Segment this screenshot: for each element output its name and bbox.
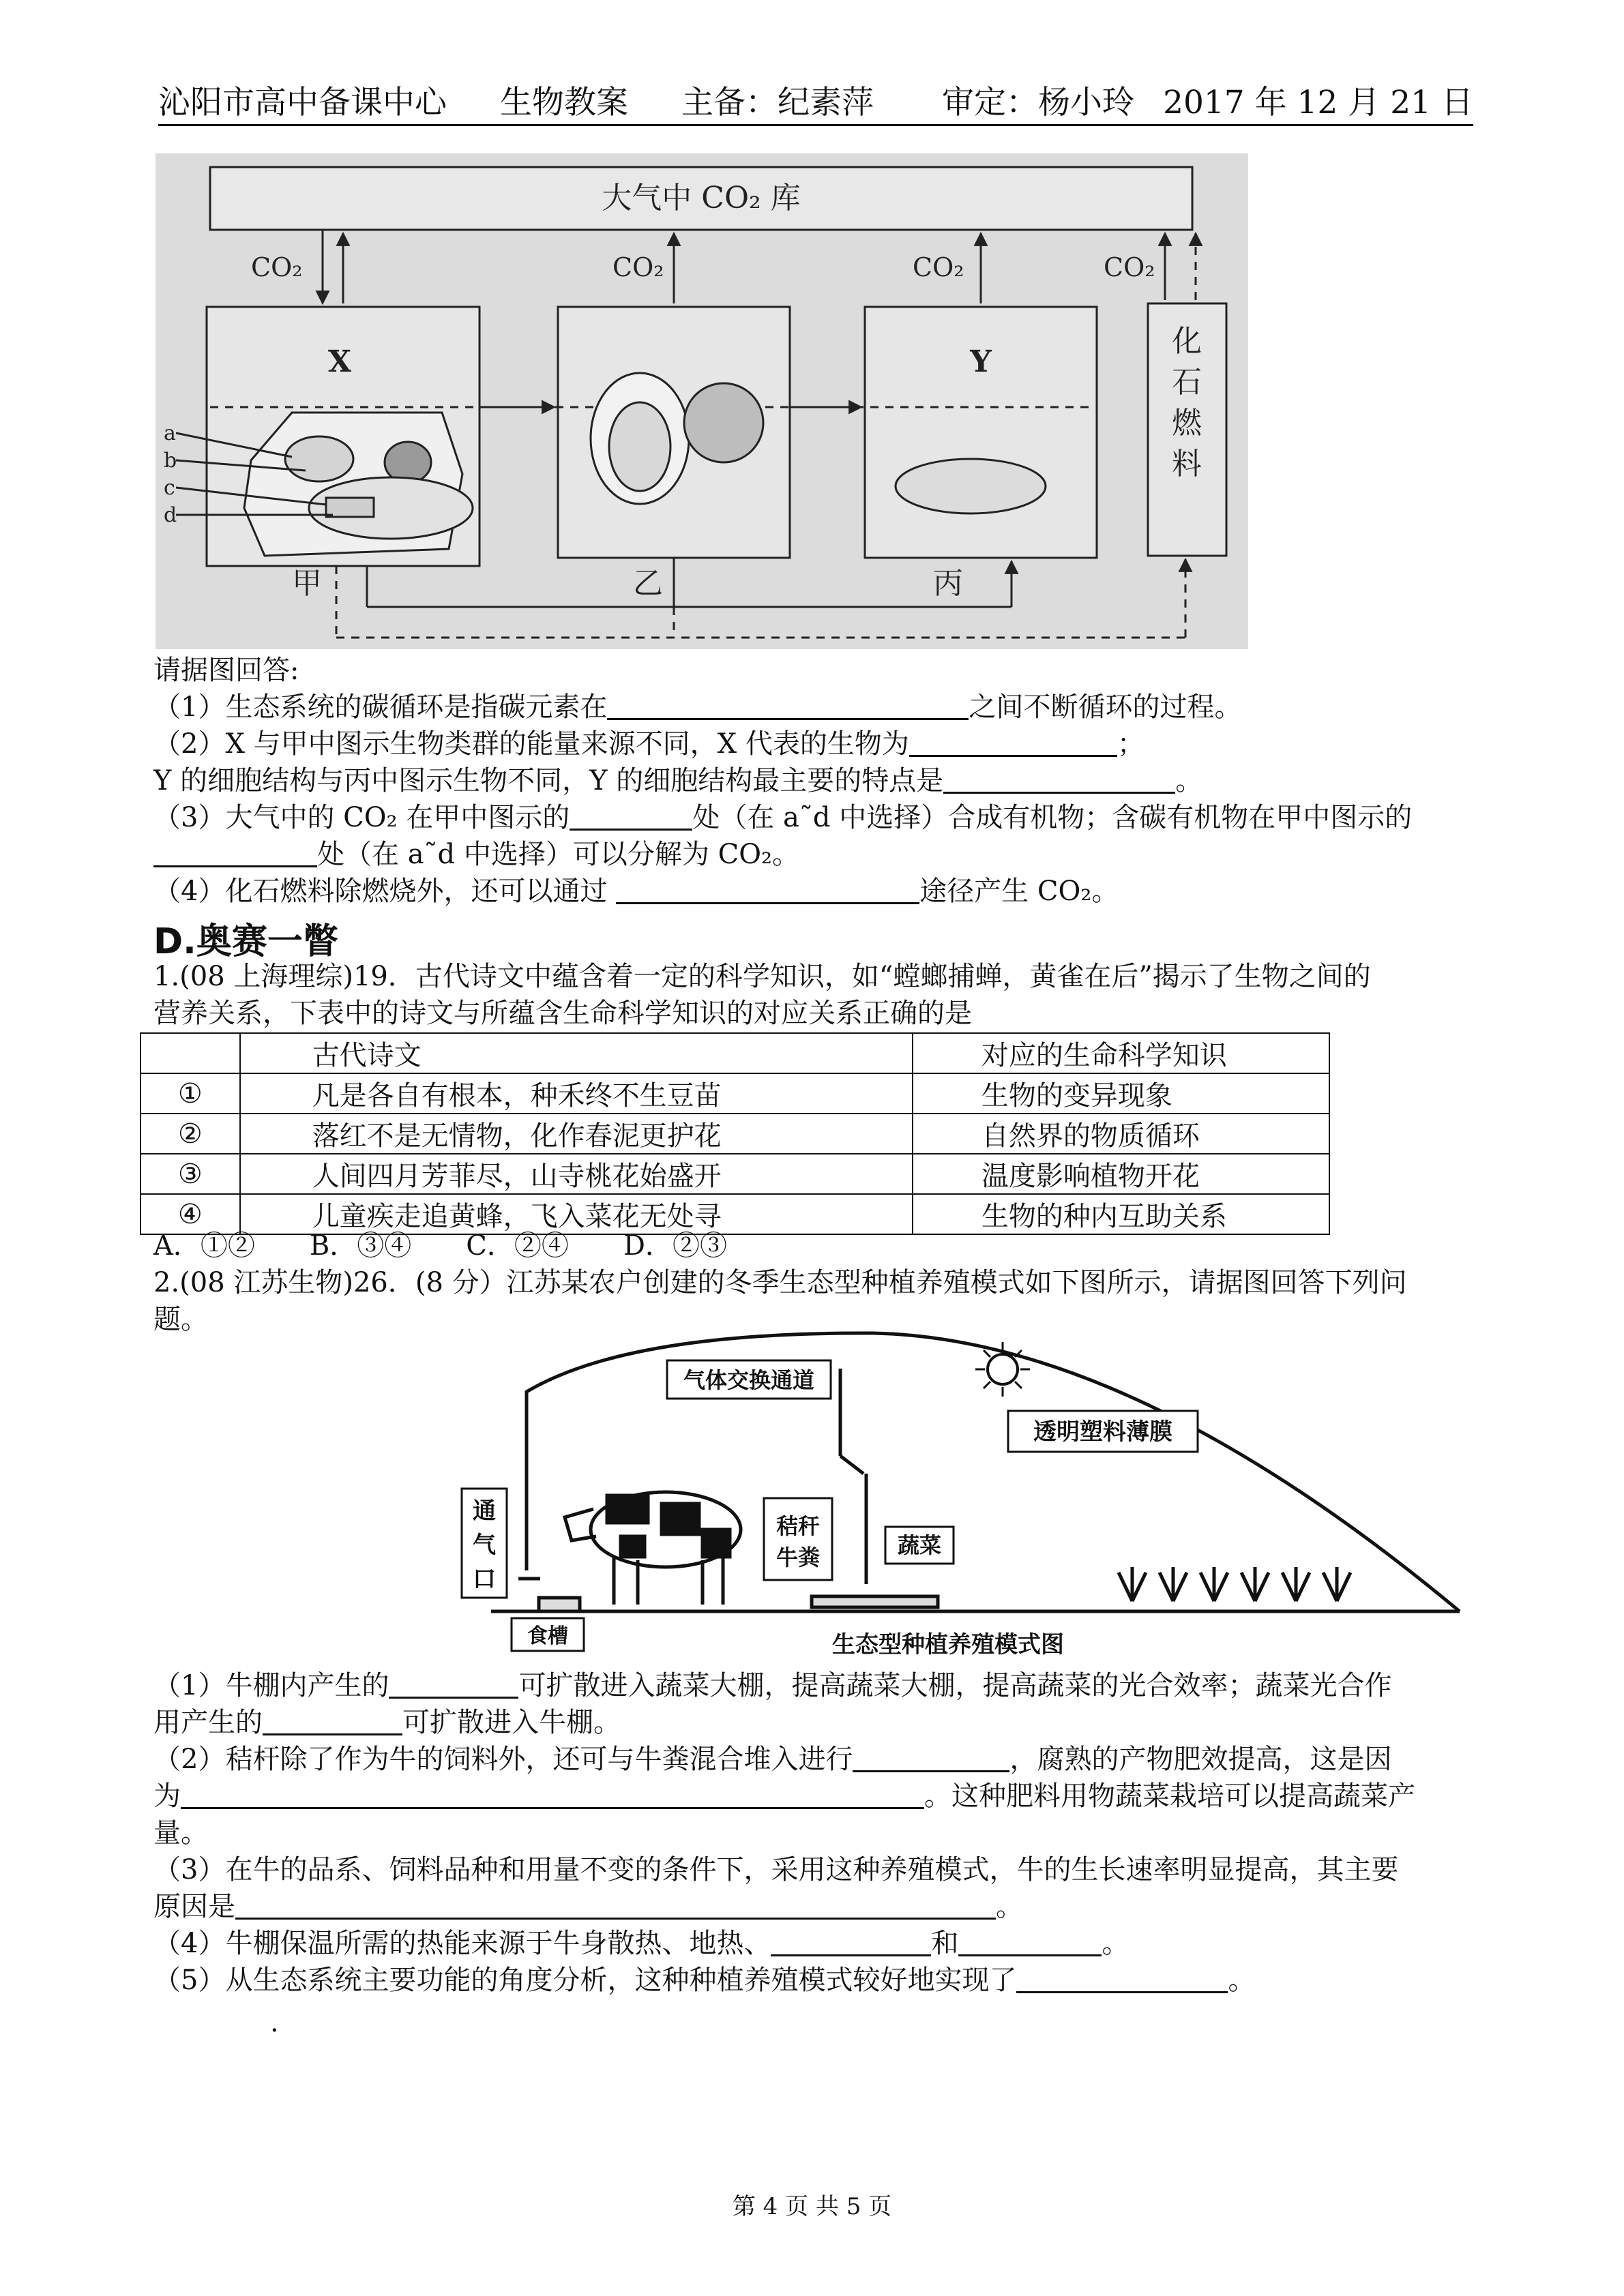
greenhouse-diagram [450,1325,1499,1663]
bing-label: 丙 [933,566,963,601]
row-number: ② [141,1114,240,1154]
carbon-cycle-figure [156,153,1248,649]
x-label: X [327,344,352,379]
jia-label: 甲 [292,566,322,601]
table-header: 古代诗文 [240,1033,913,1073]
answer-blank[interactable] [263,1706,402,1735]
organelle-label-d: d [164,503,177,527]
b2a: （2）秸杆除了作为牛的饲料外，还可与牛粪混合堆入进行 ，腐熟的产物肥效提高，这是因 [153,1744,1392,1775]
answer-blank[interactable] [1016,1964,1228,1993]
b2c: 量。 [153,1817,208,1849]
problem2-questions [153,1667,1477,1999]
q3b: 处（在 a˜d 中选择）可以分解为 CO₂。 [153,836,1477,873]
b3a: （3）在牛的品系、饲料品种和用量不变的条件下，采用这种养殖模式，牛的生长速率明显提高，其主要 [153,1854,1399,1885]
co2-label-3: CO₂ [913,252,964,282]
gas-channel-label: 气体交换通道 [683,1367,815,1393]
fossil-char-2: 石 [1172,365,1202,400]
co2-label-1: CO₂ [251,252,303,282]
q1: （1）生态系统的碳循环是指碳元素在 之间不断循环的过程。 [153,691,1242,723]
poem-cell: 落红不是无情物，化作春泥更护花 [240,1114,913,1154]
section-title: D.奥赛一瞥 [153,921,338,962]
q2a: （2）X 与甲中图示生物类群的能量来源不同，X 代表的生物为 ； [153,728,1145,760]
problem1-line1: 1.(08 上海理综)19．古代诗文中蕴含着一定的科学知识，如“螳螂捕蝉，黄雀在后”揭示了生物之间的 [153,961,1371,992]
science-cell: 自然界的物质循环 [913,1114,1329,1154]
answer-blank[interactable] [181,1780,924,1809]
vent-char-1: 通 [473,1497,496,1525]
greenhouse-figure [450,1325,1499,1663]
answer-blank[interactable] [616,875,919,904]
b3b: 原因是 。 [153,1891,1023,1922]
q4: （4）化石燃料除燃烧外，还可以通过 途径产生 CO₂。 [153,876,1119,907]
b4: （4）牛棚保温所需的热能来源于牛身散热、地热、 和 。 [153,1928,1130,1959]
poem-cell: 凡是各自有根本，种禾终不生豆苗 [240,1073,913,1114]
problem1-line2: 营养关系，下表中的诗文与所蕴含生命科学知识的对应关系正确的是 [153,998,972,1029]
co2-label-4: CO₂ [1104,252,1155,282]
figure2-caption: 生态型种植养殖模式图 [832,1631,1064,1658]
answer-blank[interactable] [909,728,1117,757]
table-header [141,1033,240,1073]
b1a: （1）牛棚内产生的 可扩散进入蔬菜大棚，提高蔬菜大棚，提高蔬菜的光合效率；蔬菜光合作 [153,1670,1392,1701]
answer-options: A．①② B．③④ C．②④ D．②③ [153,1230,727,1262]
organelle-label-b: b [164,449,177,473]
stray-dot: . [270,2007,279,2038]
poem-cell: 儿童疾走追黄蜂，飞入菜花无处寻 [240,1194,913,1234]
answer-blank[interactable] [943,764,1175,794]
science-cell: 温度影响植物开花 [913,1154,1329,1194]
page-footer: 第 4 页 共 5 页 [732,2193,892,2220]
header-reviewer: 审定：杨小玲 [942,83,1134,121]
q-intro: 请据图回答: [153,655,299,686]
q2b: Y 的细胞结构与丙中图示生物不同，Y 的细胞结构最主要的特点是 。 [153,765,1203,796]
co2-label-2: CO₂ [612,252,664,282]
table-row [141,1073,1329,1114]
fossil-char-1: 化 [1172,324,1202,359]
problem1-stem [153,958,1477,1032]
yi-label: 乙 [633,566,663,601]
figure1-questions [153,652,1477,910]
b5: （5）从生态系统主要功能的角度分析，这种种植养殖模式较好地实现了 。 [153,1965,1256,1996]
options-and-problem2 [153,1227,1477,1338]
atmosphere-label: 大气中 CO₂ 库 [602,181,801,215]
organelle-label-c: c [164,476,175,500]
organelle-label-a: a [164,421,176,445]
fossil-char-4: 料 [1172,447,1202,481]
science-cell: 生物的种内互助关系 [913,1194,1329,1234]
answer-blank[interactable] [570,801,692,831]
answer-blank[interactable] [607,691,969,720]
answer-blank[interactable] [153,838,317,867]
table-row [141,1154,1329,1194]
header-center: 沁阳市高中备课中心 [158,83,447,121]
straw-label: 秸秆 [776,1513,821,1539]
q3a: （3）大气中的 CO₂ 在甲中图示的 处（在 a˜d 中选择）合成有机物；含碳有机物在甲中图示的 [153,802,1413,833]
table-row [141,1114,1329,1154]
row-number: ③ [141,1154,240,1194]
poem-cell: 人间四月芳菲尽，山寺桃花始盛开 [240,1154,913,1194]
manure-label: 牛粪 [776,1545,821,1570]
b2b: 为 。这种肥料用物蔬菜栽培可以提高蔬菜产 [153,1780,1415,1812]
science-cell: 生物的变异现象 [913,1073,1329,1114]
header-subject: 生物教案 [500,83,628,121]
page-header [158,75,1473,126]
table-header: 对应的生命科学知识 [913,1033,1329,1073]
vegetable-label: 蔬菜 [897,1532,942,1558]
vent-char-3: 口 [473,1566,496,1593]
problem2-line2: 题。 [153,1304,208,1335]
row-number: ④ [141,1194,240,1234]
header-preparer: 主备：纪素萍 [681,83,874,121]
answer-blank[interactable] [235,1890,996,1920]
fossil-char-3: 燃 [1172,406,1202,441]
header-date: 2017 年 12 月 21 日 [1163,83,1473,121]
b1b: 用产生的 可扩散进入牛棚。 [153,1707,621,1738]
problem2-line1: 2.(08 江苏生物)26．(8 分）江苏某农户创建的冬季生态型种植养殖模式如下图所示，请据图回答下列问 [153,1267,1407,1298]
y-label: Y [970,344,992,379]
answer-blank[interactable] [958,1927,1102,1956]
vent-char-2: 气 [473,1532,496,1559]
answer-blank[interactable] [389,1669,518,1699]
answer-blank[interactable] [771,1927,931,1956]
poem-table [140,1032,1330,1235]
carbon-cycle-diagram [156,153,1248,649]
answer-blank[interactable] [853,1743,1009,1772]
film-label: 透明塑料薄膜 [1033,1418,1172,1446]
row-number: ① [141,1073,240,1114]
trough-label: 食槽 [527,1624,568,1648]
table-header-row [141,1033,1329,1073]
